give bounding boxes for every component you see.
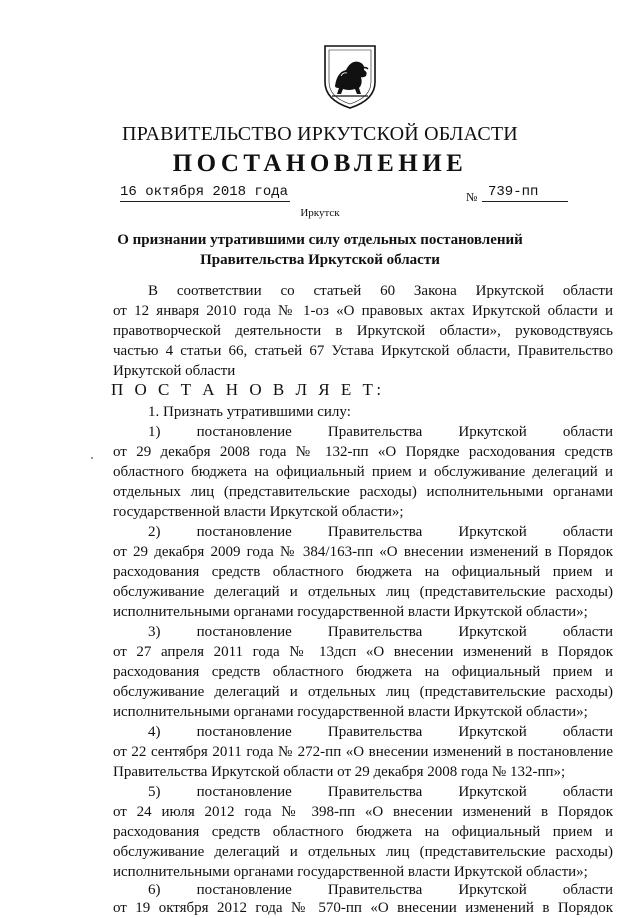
body-line: областного бюджета на официальный прием и обслуживание делегаций и — [113, 464, 613, 480]
body-line: исполнительными органами государственной власти Иркутской области»; — [113, 604, 588, 620]
body-line: от 27 апреля 2011 года № 13дсп «О внесении изменений в Порядок — [113, 644, 613, 660]
list-item-line: 6) постановление Правительства Иркутской области — [148, 882, 613, 898]
body-line: В соответствии со статьей 60 Закона Иркутской области — [148, 283, 613, 299]
body-line: от 29 декабря 2009 года № 384/163-пп «О внесении изменений в Порядок — [113, 544, 613, 560]
document-date: 16 октября 2018 года — [120, 184, 289, 200]
body-line: обслуживание делегаций и отдельных лиц (представительские расходы) — [113, 584, 613, 600]
body-line: исполнительными органами государственной власти Иркутской области»; — [113, 704, 588, 720]
body-line: Правительства Иркутской области от 29 декабря 2008 года № 132-пп»; — [113, 764, 566, 780]
body-line: расходования средств областного бюджета на официальный прием и — [113, 664, 613, 680]
body-line: расходования средств областного бюджета на официальный прием и — [113, 564, 613, 580]
body-line: государственной власти Иркутской области»; — [113, 504, 404, 520]
body-line: от 22 сентября 2011 года № 272-пп «О внесении изменений в постановление — [113, 744, 613, 760]
body-line: от 29 декабря 2008 года № 132-пп «О Порядке расходования средств — [113, 444, 613, 460]
body-line: исполнительными органами государственной власти Иркутской области»; — [113, 864, 588, 880]
document-type-title: ПОСТАНОВЛЕНИЕ — [172, 150, 468, 177]
list-item-line: 2) постановление Правительства Иркутской области — [148, 524, 613, 540]
decree-word: П О С Т А Н О В Л Я Е Т: — [111, 380, 385, 399]
body-line: обслуживание делегаций и отдельных лиц (представительские расходы) — [113, 844, 613, 860]
body-line: от 24 июля 2012 года № 398-пп «О внесении изменений в Порядок — [113, 804, 613, 820]
body-line: частью 4 статьи 66, статьей 67 Устава Иркутской области, Правительство — [113, 343, 613, 359]
irkutsk-emblem-icon — [321, 42, 379, 110]
body-line: от 19 октября 2012 года № 570-пп «О внесении изменений в Порядок — [113, 900, 613, 916]
body-line: 1. Признать утратившими силу: — [148, 404, 351, 420]
government-title: ПРАВИТЕЛЬСТВО ИРКУТСКОЙ ОБЛАСТИ — [122, 123, 518, 145]
subject-line: О признании утратившими силу отдельных постановлений — [117, 232, 523, 248]
body-line: правотворческой деятельности в Иркутской области», руководствуясь — [113, 323, 613, 339]
document-subject — [0, 230, 640, 270]
body-line: отдельных лиц (представительские расходы) исполнительными органами — [113, 484, 613, 500]
document-place: Иркутск — [300, 207, 340, 219]
body-line: от 12 января 2010 года № 1-оз «О правовых актах Иркутской области и — [113, 303, 613, 319]
list-item-line: 4) постановление Правительства Иркутской области — [148, 724, 613, 740]
body-line: Иркутской области — [113, 363, 236, 379]
list-item-line: 1) постановление Правительства Иркутской области — [148, 424, 613, 440]
list-item-line: 3) постановление Правительства Иркутской области — [148, 624, 613, 640]
list-item-line: 5) постановление Правительства Иркутской области — [148, 784, 613, 800]
scan-mark — [91, 457, 93, 459]
document-number: 739-пп — [482, 184, 568, 202]
number-sign: № — [466, 190, 478, 204]
subject-line: Правительства Иркутской области — [200, 252, 440, 268]
body-line: обслуживание делегаций и отдельных лиц (представительские расходы) — [113, 684, 613, 700]
body-line: расходования средств областного бюджета на официальный прием и — [113, 824, 613, 840]
